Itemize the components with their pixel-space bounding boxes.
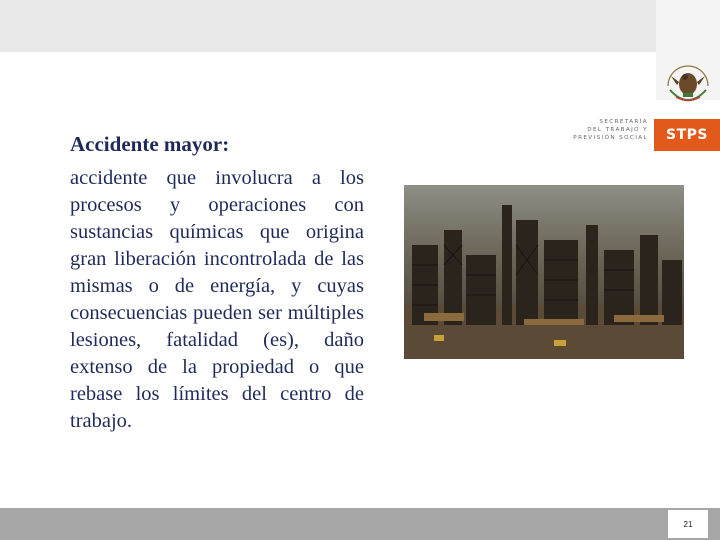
- top-band: [0, 0, 656, 52]
- secretaria-line: SECRETARÍA: [599, 119, 648, 125]
- mexican-coat-of-arms-icon: [661, 52, 715, 112]
- footer-band: [0, 508, 720, 540]
- page-number: 21: [668, 510, 708, 538]
- secretaria-text: [560, 118, 648, 142]
- slide-heading: Accidente mayor:: [70, 132, 230, 156]
- secretaria-line: PREVISIÓN SOCIAL: [573, 135, 648, 141]
- stps-logo: STPS: [654, 119, 720, 151]
- industrial-accident-photo: [404, 185, 684, 359]
- secretaria-line: DEL TRABAJO Y: [587, 127, 648, 133]
- slide-body-text: accidente que involucra a los procesos y operaciones con sustancias químicas que origina gran liberación incontrolada de las mismas o de energía, y cuyas consecuencias pueden ser múltiples lesiones, fatalidad (es), daño extenso de la propiedad o que rebase los límites del centro de trabajo.: [70, 167, 364, 432]
